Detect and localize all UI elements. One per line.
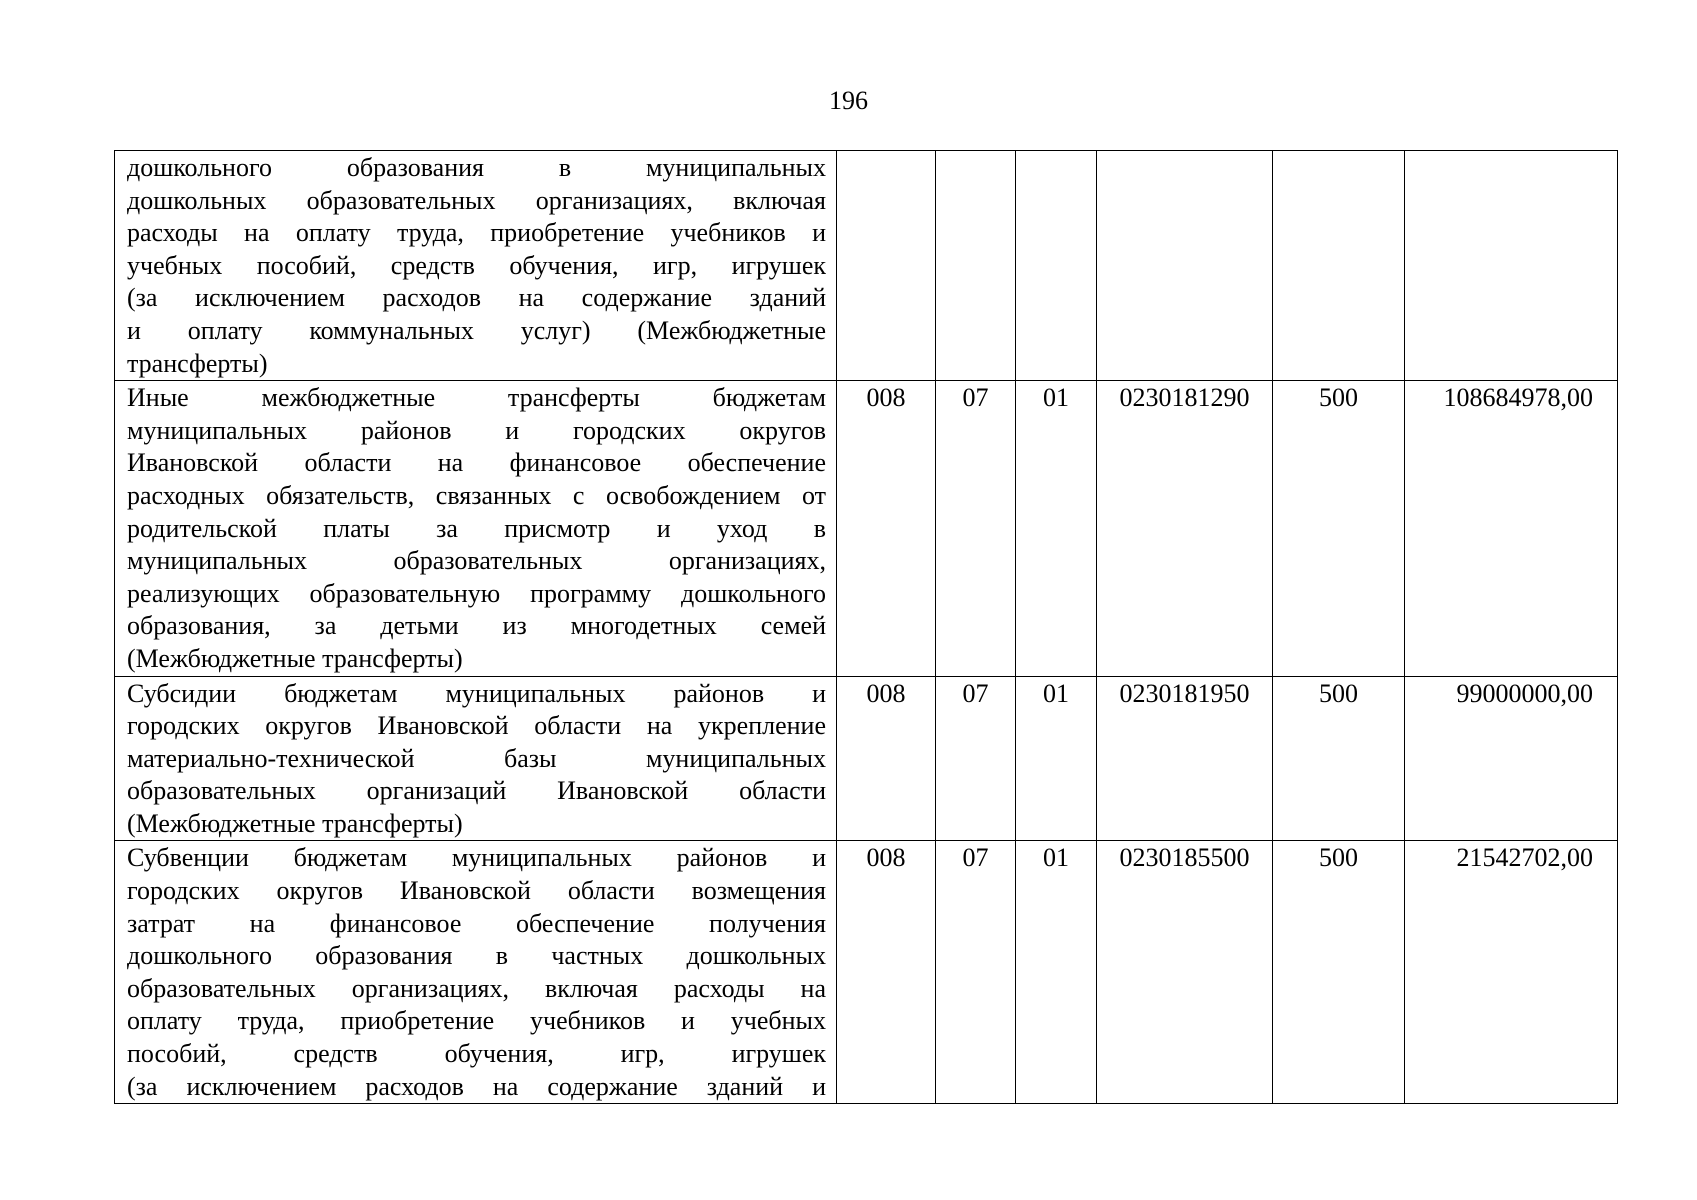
description-line: дошкольного образования в муниципальных [127, 153, 826, 182]
description-line: Иные межбюджетные трансферты бюджетам [127, 383, 826, 413]
expense-type-cell: 500 [1273, 841, 1405, 1104]
description-line: реализующих образовательную программу дошкольного [127, 578, 826, 608]
table-body [115, 151, 1618, 1104]
description-line: учебных пособий, средств обучения, игр, игрушек [127, 250, 826, 280]
section-code-cell: 07 [936, 841, 1016, 1104]
description-line: Ивановской области на финансовое обеспечение [127, 448, 826, 478]
description-line: родительской платы за присмотр и уход в [127, 513, 826, 543]
description-line: трансферты) [127, 348, 268, 378]
table-row [115, 676, 1618, 841]
description-line: расходных обязательств, связанных с освобождением от [127, 480, 826, 510]
subsection-code-cell: 01 [1016, 676, 1097, 841]
description-line: дошкольных образовательных организациях, включая [127, 185, 826, 215]
description-line: оплату труда, приобретение учебников и учебных [127, 1006, 826, 1036]
row-description [115, 381, 837, 676]
description-line: пособий, средств обучения, игр, игрушек [127, 1039, 826, 1069]
target-article-cell [1097, 151, 1273, 381]
section-code-cell: 07 [936, 381, 1016, 676]
amount-cell: 108684978,00 [1405, 381, 1618, 676]
subsection-code-cell: 01 [1016, 381, 1097, 676]
description-line: (за исключением расходов на содержание зданий [127, 283, 826, 313]
amount-cell: 21542702,00 [1405, 841, 1618, 1104]
description-line: муниципальных образовательных организациях, [127, 546, 826, 576]
description-line: дошкольного образования в частных дошкольных [127, 941, 826, 971]
description-line: Субвенции бюджетам муниципальных районов и [127, 843, 826, 873]
section-code-cell: 07 [936, 676, 1016, 841]
row-description [115, 841, 837, 1104]
ministry-code-cell: 008 [837, 381, 936, 676]
description-line: муниципальных районов и городских округов [127, 415, 826, 445]
budget-table [114, 150, 1618, 1104]
description-line: и оплату коммунальных услуг) (Межбюджетные [127, 315, 826, 345]
ministry-code-cell [837, 151, 936, 381]
expense-type-cell: 500 [1273, 381, 1405, 676]
description-line: (Межбюджетные трансферты) [127, 643, 463, 673]
target-article-cell: 0230181290 [1097, 381, 1273, 676]
description-line: расходы на оплату труда, приобретение учебников и [127, 218, 826, 248]
table-row [115, 841, 1618, 1104]
description-line: образовательных организаций Ивановской области [127, 776, 826, 806]
description-line: (за исключением расходов на содержание зданий и [127, 1071, 826, 1101]
description-line: материально-технической базы муниципальных [127, 743, 826, 773]
subsection-code-cell [1016, 151, 1097, 381]
target-article-cell: 0230185500 [1097, 841, 1273, 1104]
amount-cell: 99000000,00 [1405, 676, 1618, 841]
target-article-cell: 0230181950 [1097, 676, 1273, 841]
row-description [115, 676, 837, 841]
page-number: 196 [829, 86, 868, 115]
description-line: (Межбюджетные трансферты) [127, 808, 463, 838]
description-line: городских округов Ивановской области на укрепление [127, 711, 826, 741]
description-line: Субсидии бюджетам муниципальных районов и [127, 678, 826, 708]
ministry-code-cell: 008 [837, 676, 936, 841]
description-line: затрат на финансовое обеспечение получения [127, 908, 826, 938]
description-line: образовательных организациях, включая расходы на [127, 973, 826, 1003]
table-row [115, 151, 1618, 381]
table-row [115, 381, 1618, 676]
amount-cell [1405, 151, 1618, 381]
description-line: городских округов Ивановской области возмещения [127, 876, 826, 906]
ministry-code-cell: 008 [837, 841, 936, 1104]
expense-type-cell [1273, 151, 1405, 381]
expense-type-cell: 500 [1273, 676, 1405, 841]
section-code-cell [936, 151, 1016, 381]
row-description [115, 151, 837, 381]
subsection-code-cell: 01 [1016, 841, 1097, 1104]
description-line: образования, за детьми из многодетных семей [127, 611, 826, 641]
